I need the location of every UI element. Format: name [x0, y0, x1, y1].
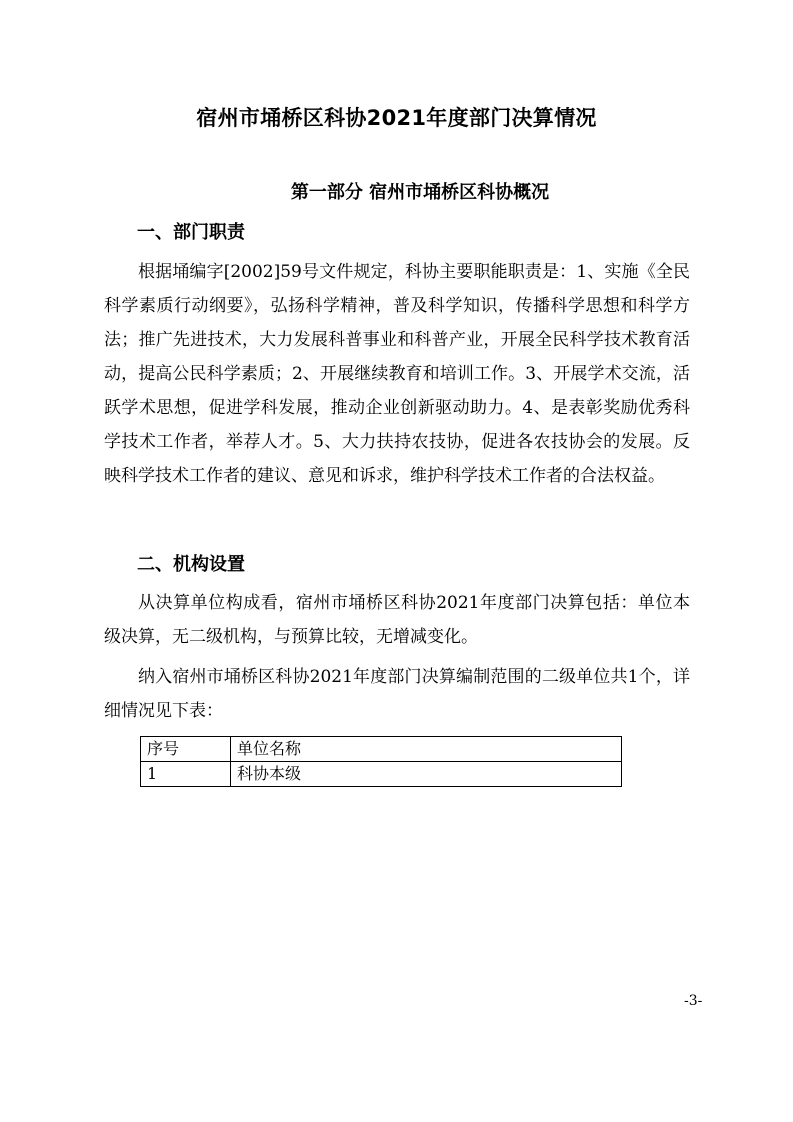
- table-row: [141, 762, 622, 787]
- page-number: -3-: [684, 993, 703, 1009]
- document-title: 宿州市埇桥区科协2021年度部门决算情况: [196, 106, 597, 130]
- unit-table: [140, 736, 622, 787]
- table-cell: 科协本级: [231, 762, 622, 787]
- duties-paragraph: 根据埇编字[2002]59号文件规定，科协主要职能职责是：1、实施《全民科学素质行动纲要》，弘扬科学精神，普及科学知识，传播科学思想和科学方法；推广先进技术，大力发展科普事业和科普产业，开展全民科学技术教育活动，提高公民科学素质；2、开展继续教育和培训工作。3、开展学术交流，活跃学术思想，促进学科发展，推动企业创新驱动助力。4、是表彰奖励优秀科学技术工作者，举荐人才。5、大力扶持农技协，促进各农技协会的发展。反映科学技术工作者的建议、意见和诉求，维护科学技术工作者的合法权益。: [104, 262, 690, 486]
- structure-paragraph-1: 从决算单位构成看，宿州市埇桥区科协2021年度部门决算包括：单位本级决算，无二级机构，与预算比较，无增减变化。: [104, 593, 690, 647]
- table-header-cell: 序号: [141, 737, 231, 762]
- part-heading: 第一部分 宿州市埇桥区科协概况: [290, 182, 550, 203]
- table-header-cell: 单位名称: [231, 737, 622, 762]
- section-heading-duties: 一、部门职责: [137, 222, 245, 243]
- table-cell: 1: [141, 762, 231, 787]
- table-header-row: [141, 737, 622, 762]
- section-heading-structure: 二、机构设置: [137, 554, 245, 575]
- structure-paragraph-2: 纳入宿州市埇桥区科协2021年度部门决算编制范围的二级单位共1个，详细情况见下表：: [104, 667, 690, 721]
